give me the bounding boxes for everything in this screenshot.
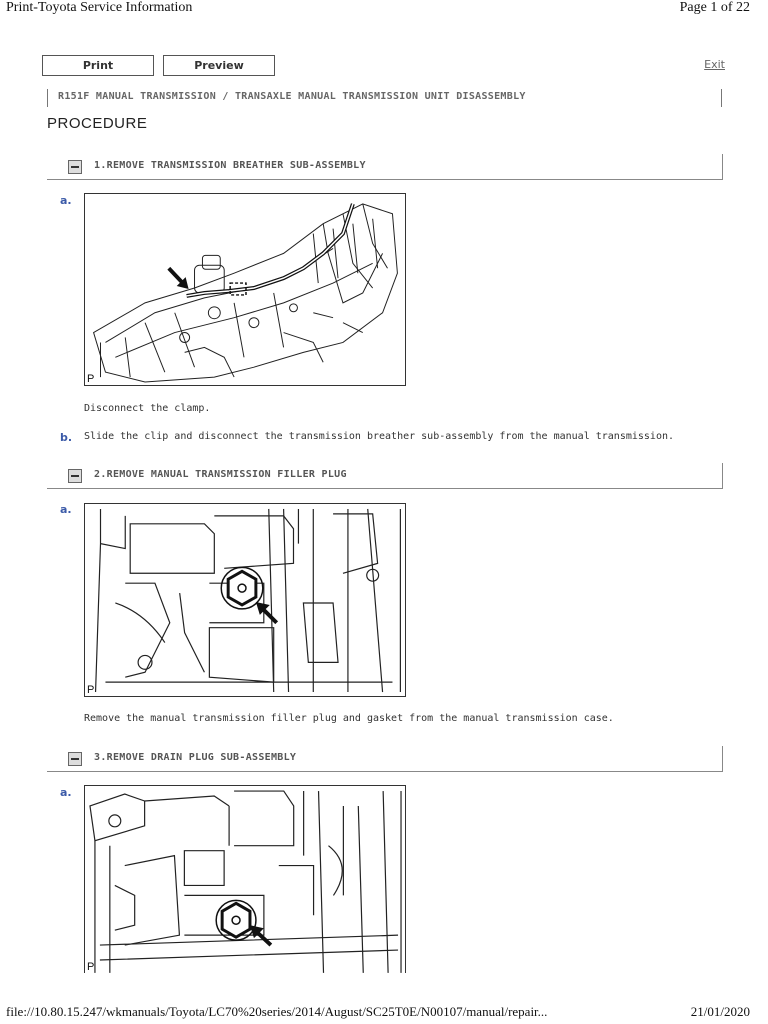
- print-footer: [0, 1004, 768, 1024]
- filler-plug-illustration: [84, 503, 406, 697]
- step-2-header: [47, 463, 723, 489]
- exit-link[interactable]: Exit: [704, 58, 725, 71]
- step-2-label: 2.REMOVE MANUAL TRANSMISSION FILLER PLUG: [94, 469, 347, 480]
- drain-plug-drawing: [85, 786, 405, 973]
- figure-code: P: [87, 684, 95, 696]
- step-2-instruction-a: Remove the manual transmission filler plug and gasket from the manual transmission case.: [84, 713, 614, 724]
- print-button[interactable]: Print: [42, 55, 154, 76]
- step-1-instruction-b: Slide the clip and disconnect the transmission breather sub-assembly from the manual transmission.: [84, 431, 675, 442]
- breadcrumb-text: R151F MANUAL TRANSMISSION / TRANSAXLE MANUAL TRANSMISSION UNIT DISASSEMBLY: [58, 91, 526, 102]
- step-3-label: 3.REMOVE DRAIN PLUG SUB-ASSEMBLY: [94, 752, 297, 763]
- step-3-substep-a-marker: a.: [60, 786, 72, 799]
- print-header-title: Print-Toyota Service Information: [6, 0, 193, 15]
- footer-url: file://10.80.15.247/wkmanuals/Toyota/LC70%20series/2014/August/SC25T0E/N00107/manual/repair...: [6, 1004, 548, 1019]
- page-counter: Page 1 of 22: [679, 0, 750, 15]
- step-1-instruction-a: Disconnect the clamp.: [84, 403, 211, 414]
- breadcrumb: [47, 89, 722, 107]
- minus-box-icon[interactable]: [68, 160, 82, 174]
- step-3-header: [47, 746, 723, 772]
- step-1-label: 1.REMOVE TRANSMISSION BREATHER SUB-ASSEMBLY: [94, 160, 366, 171]
- step-1-substep-a-marker: a.: [60, 194, 72, 207]
- figure-code: P: [87, 373, 95, 385]
- minus-box-icon[interactable]: [68, 752, 82, 766]
- page-title: PROCEDURE: [47, 115, 148, 132]
- drain-plug-illustration: [84, 785, 406, 973]
- step-1-header: [47, 154, 723, 180]
- step-1-substep-b-marker: b.: [60, 431, 73, 444]
- figure-code: P: [87, 961, 95, 973]
- print-header: [0, 0, 768, 20]
- preview-button[interactable]: Preview: [163, 55, 275, 76]
- footer-date: 21/01/2020: [690, 1004, 750, 1019]
- filler-plug-drawing: [85, 504, 405, 696]
- breather-illustration: [84, 193, 406, 386]
- step-2-substep-a-marker: a.: [60, 503, 72, 516]
- transmission-breather-drawing: [85, 194, 405, 385]
- minus-box-icon[interactable]: [68, 469, 82, 483]
